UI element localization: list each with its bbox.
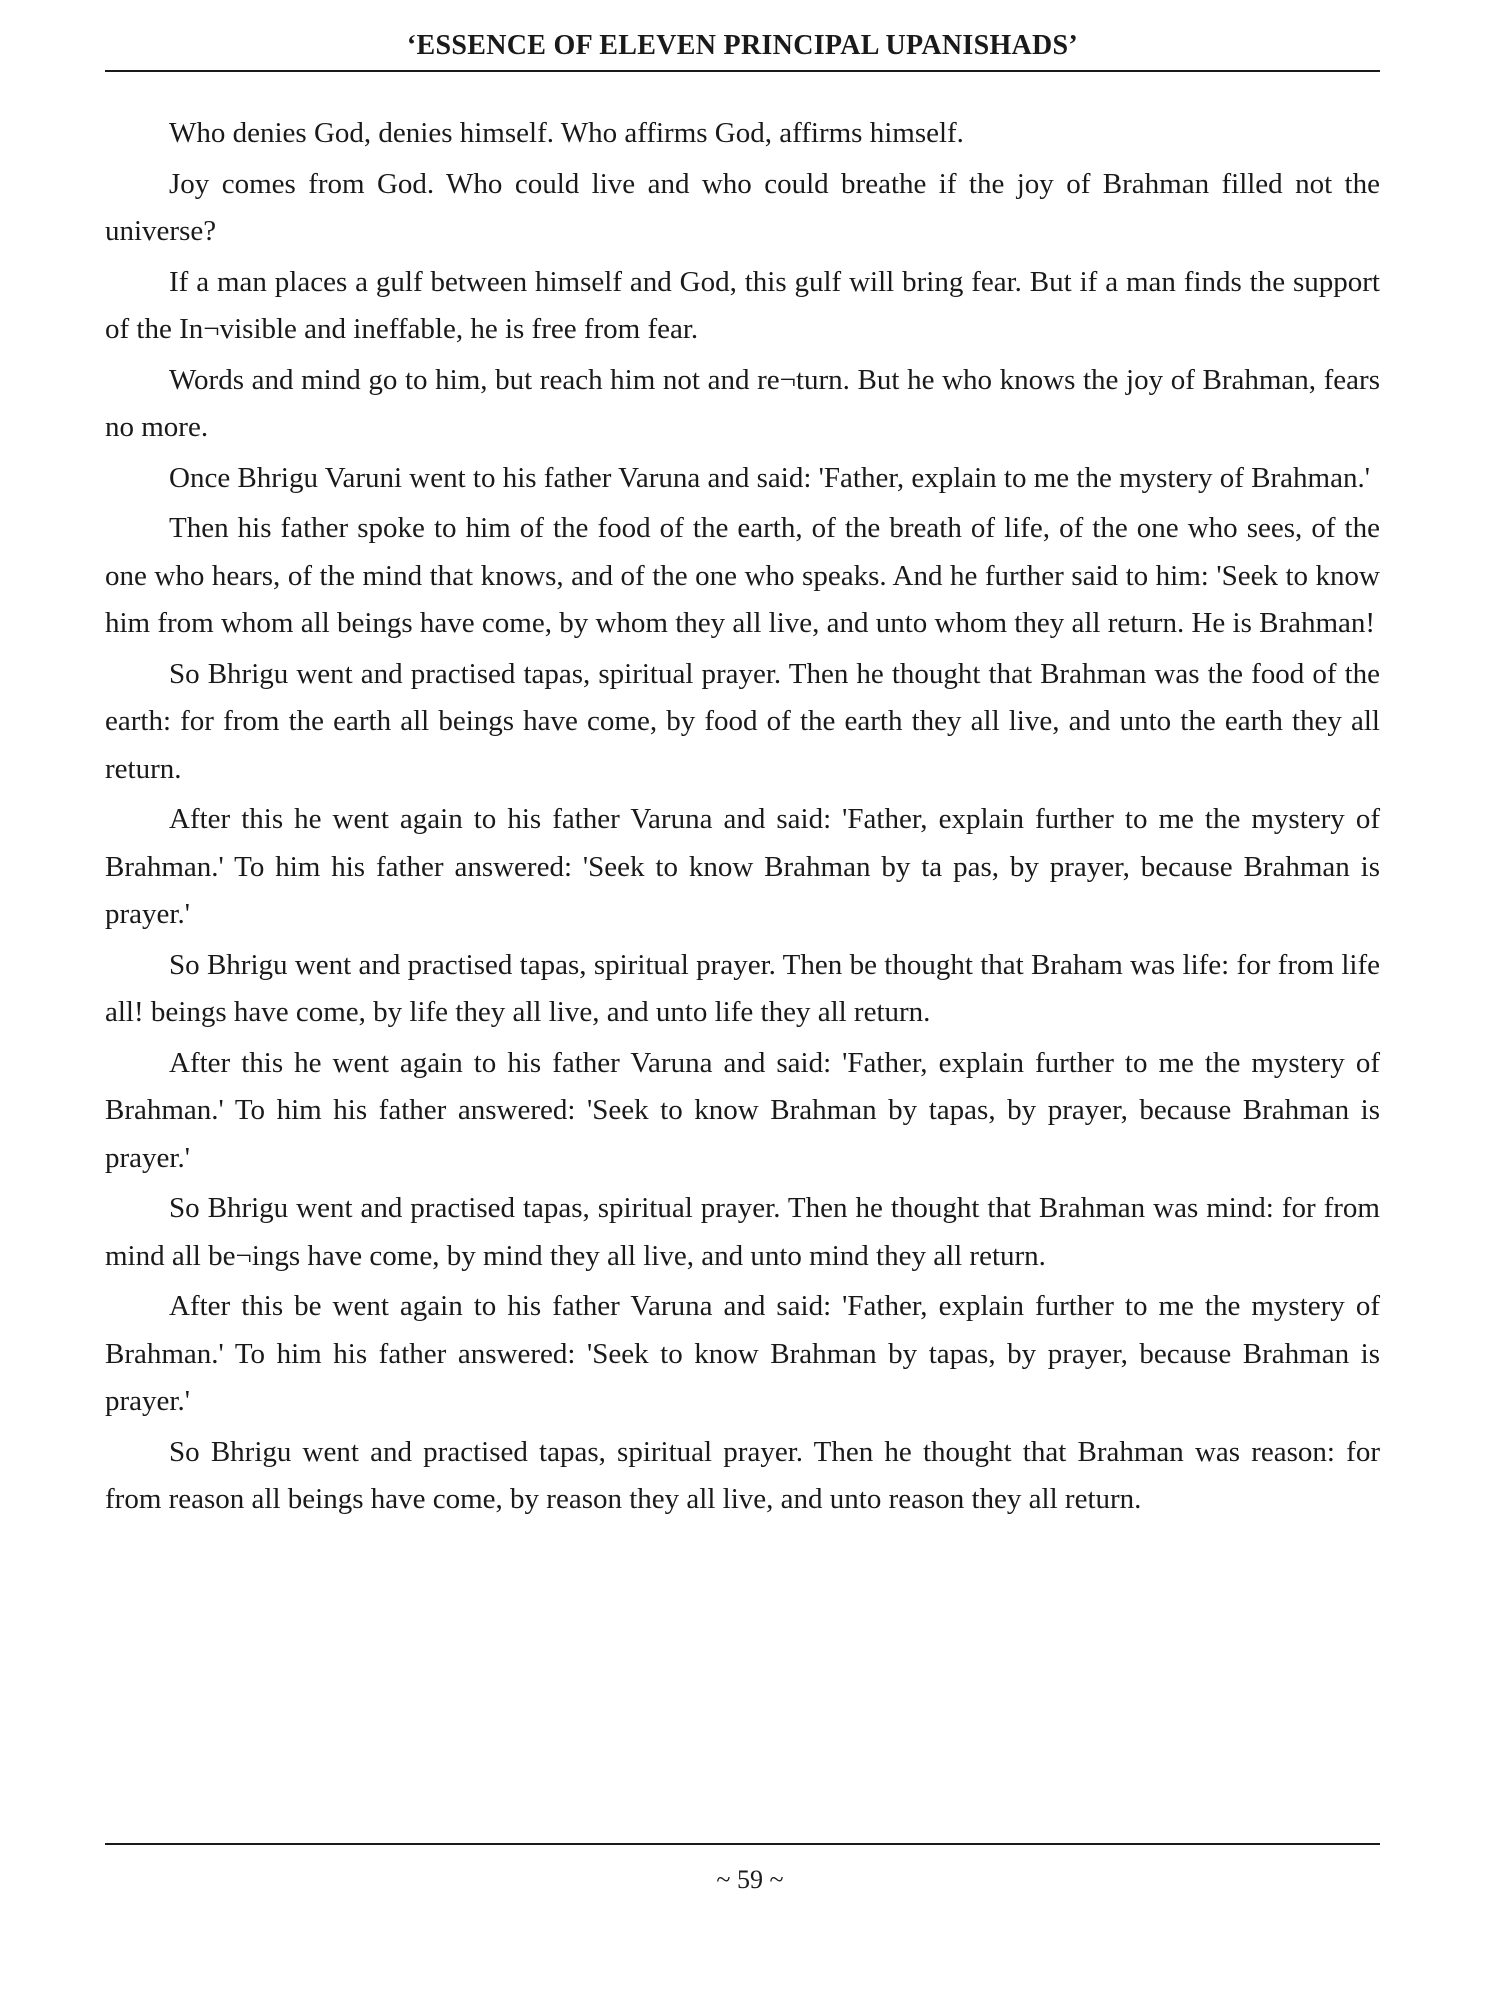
paragraph: Who denies God, denies himself. Who affirms God, affirms himself. [169, 117, 964, 149]
paragraph: Words and mind go to him, but reach him not and re¬turn. But he who knows the joy of Brahman, fears no more. [105, 363, 1380, 443]
paragraph: After this he went again to his father Varuna and said: 'Father, explain further to me the mystery of Brahman.' To him his father answered: 'Seek to know Brahman by tapas, by prayer, because Brahman is prayer.' [105, 1046, 1380, 1174]
paragraph: So Bhrigu went and practised tapas, spiritual prayer. Then he thought that Brahman was the food of the earth: for from the earth all beings have come, by food of the earth they all live, and unto the earth they all return. [105, 657, 1380, 785]
page-number: ~ 59 ~ [716, 1865, 784, 1894]
paragraph: So Bhrigu went and practised tapas, spiritual prayer. Then he thought that Brahman was reason: for from reason all beings have come, by reason they all live, and unto reason they all return. [105, 1435, 1380, 1515]
body-text [105, 110, 1380, 1527]
paragraph: After this he went again to his father Varuna and said: 'Father, explain further to me the mystery of Brahman.' To him his father answered: 'Seek to know Brahman by ta pas, by prayer, because Brahman is prayer.' [105, 803, 1380, 930]
footer-rule [105, 1843, 1380, 1845]
paragraph: So Bhrigu went and practised tapas, spiritual prayer. Then be thought that Braham was life: for from life all! beings have come, by life they all live, and unto life they all return. [105, 948, 1380, 1028]
paragraph: After this be went again to his father Varuna and said: 'Father, explain further to me the mystery of Brahman.' To him his father answered: 'Seek to know Brahman by tapas, by prayer, because Brahman is prayer.' [105, 1290, 1380, 1417]
paragraph: So Bhrigu went and practised tapas, spiritual prayer. Then he thought that Brahman was mind: for from mind all be¬ings have come, by mind they all live, and unto mind they all return. [105, 1192, 1380, 1272]
paragraph: Once Bhrigu Varuni went to his father Varuna and said: 'Father, explain to me the mystery of Brahman.' [169, 461, 1370, 494]
paragraph: If a man places a gulf between himself and God, this gulf will bring fear. But if a man finds the support of the In¬visible and ineffable, he is free from fear. [105, 265, 1380, 345]
header-rule [105, 70, 1380, 72]
paragraph: Then his father spoke to him of the food of the earth, of the breath of life, of the one who sees, of the one who hears, of the mind that knows, and of the one who speaks. And he further said to him: 'Seek to know him from whom all beings have come, by whom they all live, and unto whom they all return. He is Brahman! [105, 512, 1380, 639]
running-header-title: ‘ESSENCE OF ELEVEN PRINCIPAL UPANISHADS’ [406, 30, 1079, 61]
paragraph: Joy comes from God. Who could live and who could breathe if the joy of Brahman filled not the universe? [105, 167, 1380, 247]
